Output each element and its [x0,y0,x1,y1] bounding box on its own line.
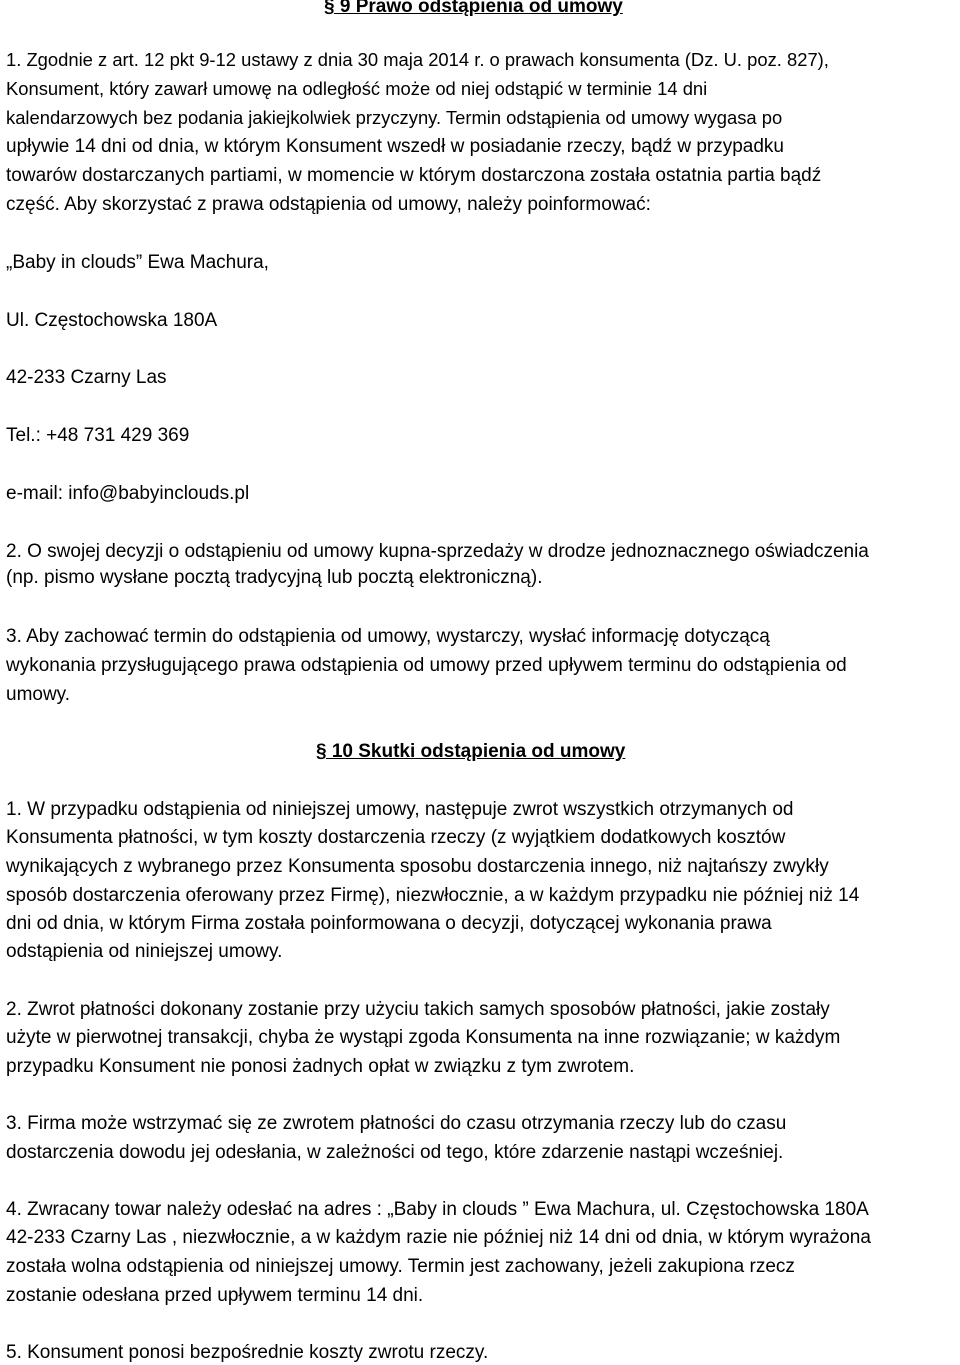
text-line: użyte w pierwotnej transakcji, chyba że wystąpi zgoda Konsumenta na inne rozwiązanie; w każdym [6,1027,841,1048]
phone-number: Tel.: +48 731 429 369 [6,425,190,446]
text-line: 5. Konsument ponosi bezpośrednie koszty zwrotu rzeczy. [6,1342,489,1363]
text-line: 3. Aby zachować termin do odstąpienia od umowy, wystarczy, wysłać informację dotyczącą [6,626,770,647]
section-9-heading: § 9 Prawo odstąpienia od umowy [324,0,623,17]
text-line: upływie 14 dni od dnia, w którym Konsument wszedł w posiadanie rzeczy, bądź w przypadku [6,136,784,157]
email-address: e-mail: info@babyinclouds.pl [6,483,250,504]
text-line: przypadku Konsument nie ponosi żadnych opłat w związku z tym zwrotem. [6,1056,635,1077]
text-line: 4. Zwracany towar należy odesłać na adres : „Baby in clouds ” Ewa Machura, ul. Częstochowska 180A [6,1199,869,1220]
section-10-heading: § 10 Skutki odstąpienia od umowy [316,741,626,762]
text-line: 1. Zgodnie z art. 12 pkt 9-12 ustawy z dnia 30 maja 2014 r. o prawach konsumenta (Dz. U. poz. 827), [6,49,829,70]
text-line: umowy. [6,684,71,705]
text-line: kalendarzowych bez podania jakiejkolwiek przyczyny. Termin odstąpienia od umowy wygasa po [6,107,783,128]
text-line: towarów dostarczanych partiami, w momencie w którym dostarczona została ostatnia partia bądź [6,165,822,186]
text-line: 2. Zwrot płatności dokonany zostanie przy użyciu takich samych sposobów płatności, jakie zostały [6,999,830,1020]
street-address: Ul. Częstochowska 180A [6,310,218,331]
text-line: zostanie odesłana przed upływem terminu 14 dni. [6,1285,424,1306]
text-line: sposób dostarczenia oferowany przez Firmę), niezwłocznie, a w każdym przypadku nie później niż 14 [6,885,860,906]
text-line: 2. O swojej decyzji o odstąpieniu od umowy kupna-sprzedaży w drodze jednoznacznego oświadczenia [6,541,869,562]
text-line: odstąpienia od niniejszej umowy. [6,941,283,962]
city-address: 42-233 Czarny Las [6,367,167,388]
text-line: 1. W przypadku odstąpienia od niniejszej umowy, następuje zwrot wszystkich otrzymanych od [6,799,794,820]
text-line: została wolna odstąpienia od niniejszej umowy. Termin jest zachowany, jeżeli zakupiona rzecz [6,1256,795,1277]
text-line: Konsument, który zawarł umowę na odległość może od niej odstąpić w terminie 14 dni [6,78,708,99]
text-line: 42-233 Czarny Las , niezwłocznie, a w każdym razie nie później niż 14 dni od dnia, w którym wyrażona [6,1227,871,1248]
text-line: wynikających z wybranego przez Konsumenta sposobu dostarczenia innego, niż najtańszy zwykły [6,856,829,877]
text-line: dni od dnia, w którym Firma została poinformowana o decyzji, dotyczącej wykonania prawa [6,913,772,934]
text-line: część. Aby skorzystać z prawa odstąpienia od umowy, należy poinformować: [6,194,651,215]
text-line: Konsumenta płatności, w tym koszty dostarczenia rzeczy (z wyjątkiem dodatkowych kosztów [6,827,786,848]
company-name: „Baby in clouds” Ewa Machura, [6,252,269,273]
text-line: (np. pismo wysłane pocztą tradycyjną lub pocztą elektroniczną). [6,567,543,588]
text-line: dostarczenia dowodu jej odesłania, w zależności od tego, które zdarzenie nastąpi wcześniej. [6,1142,784,1163]
text-line: 3. Firma może wstrzymać się ze zwrotem płatności do czasu otrzymania rzeczy lub do czasu [6,1113,787,1134]
text-line: wykonania przysługującego prawa odstąpienia od umowy przed upływem terminu do odstąpienia od [6,655,847,676]
